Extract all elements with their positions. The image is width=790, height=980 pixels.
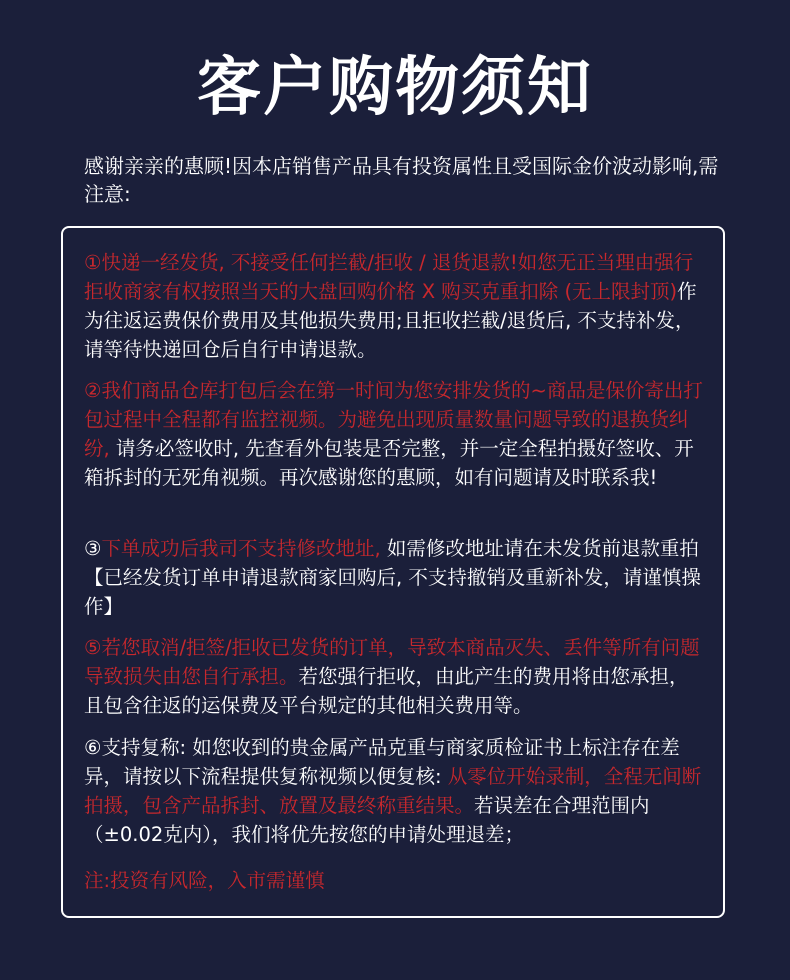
notice-item-2	[84, 376, 706, 492]
notice-item-1-text: 作为往返运费保价费用及其他损失费用;且拒收拦截/退货后, 不支持补发，请等待快递回仓后自行申请退款。	[84, 280, 697, 361]
notice-box	[61, 226, 725, 918]
notice-item-6-suffix: 若误差在合理范围内（±0.02克内），我们将优先按您的申请处理退差；	[84, 794, 650, 846]
page-title: 客户购物须知	[197, 50, 593, 125]
risk-note	[84, 866, 706, 895]
notice-item-2-warning: ②我们商品仓库打包后会在第一时间为您安排发货的~商品是保价寄出打包过程中全程都有监控视频。为避免出现质量数量问题导致的退换货纠纷,	[84, 379, 703, 460]
notice-item-3-warning: 下单成功后我司不支持修改地址,	[101, 537, 381, 560]
notice-item-6-text: ⑥支持复称: 如您收到的贵金属产品克重与商家质检证书上标注存在差异，请按以下流程提供复称视频以便复核:	[84, 736, 680, 788]
notice-item-1	[84, 248, 706, 364]
risk-note-text: 注:投资有风险，入市需谨慎	[84, 869, 325, 892]
notice-item-3	[84, 534, 706, 621]
notice-item-3-number: ③	[84, 537, 102, 560]
notice-item-2-text: 请务必签收时, 先查看外包装是否完整，并一定全程拍摄好签收、开箱拆封的无死角视频。再次感谢您的惠顾，如有问题请及时联系我!	[84, 437, 694, 489]
notice-item-5-text: 若您强行拒收，由此产生的费用将由您承担，且包含往返的运保费及平台规定的其他相关费用等。	[84, 665, 689, 717]
intro-text: 感谢亲亲的惠顾!因本店销售产品具有投资属性且受国际金价波动影响,需注意:	[84, 154, 719, 206]
notice-item-1-warning: ①快递一经发货, 不接受任何拦截/拒收 / 退货退款!如您无正当理由强行拒收商家有权按照当天的大盘回购价格 X 购买克重扣除 (无上限封顶)	[84, 251, 694, 303]
notice-item-6-warning: 从零位开始录制，全程无间断拍摄，包含产品拆封、放置及最终称重结果。	[84, 765, 702, 817]
notice-item-5	[84, 633, 706, 720]
notice-item-3-text: 如需修改地址请在未发货前退款重拍【已经发货订单申请退款商家回购后, 不支持撤销及重新补发，请谨慎操作】	[84, 537, 701, 618]
notice-item-6	[84, 733, 706, 849]
notice-item-5-warning: ⑤若您取消/拒签/拒收已发货的订单，导致本商品灭失、丢件等所有问题导致损失由您自行承担。	[84, 636, 700, 688]
